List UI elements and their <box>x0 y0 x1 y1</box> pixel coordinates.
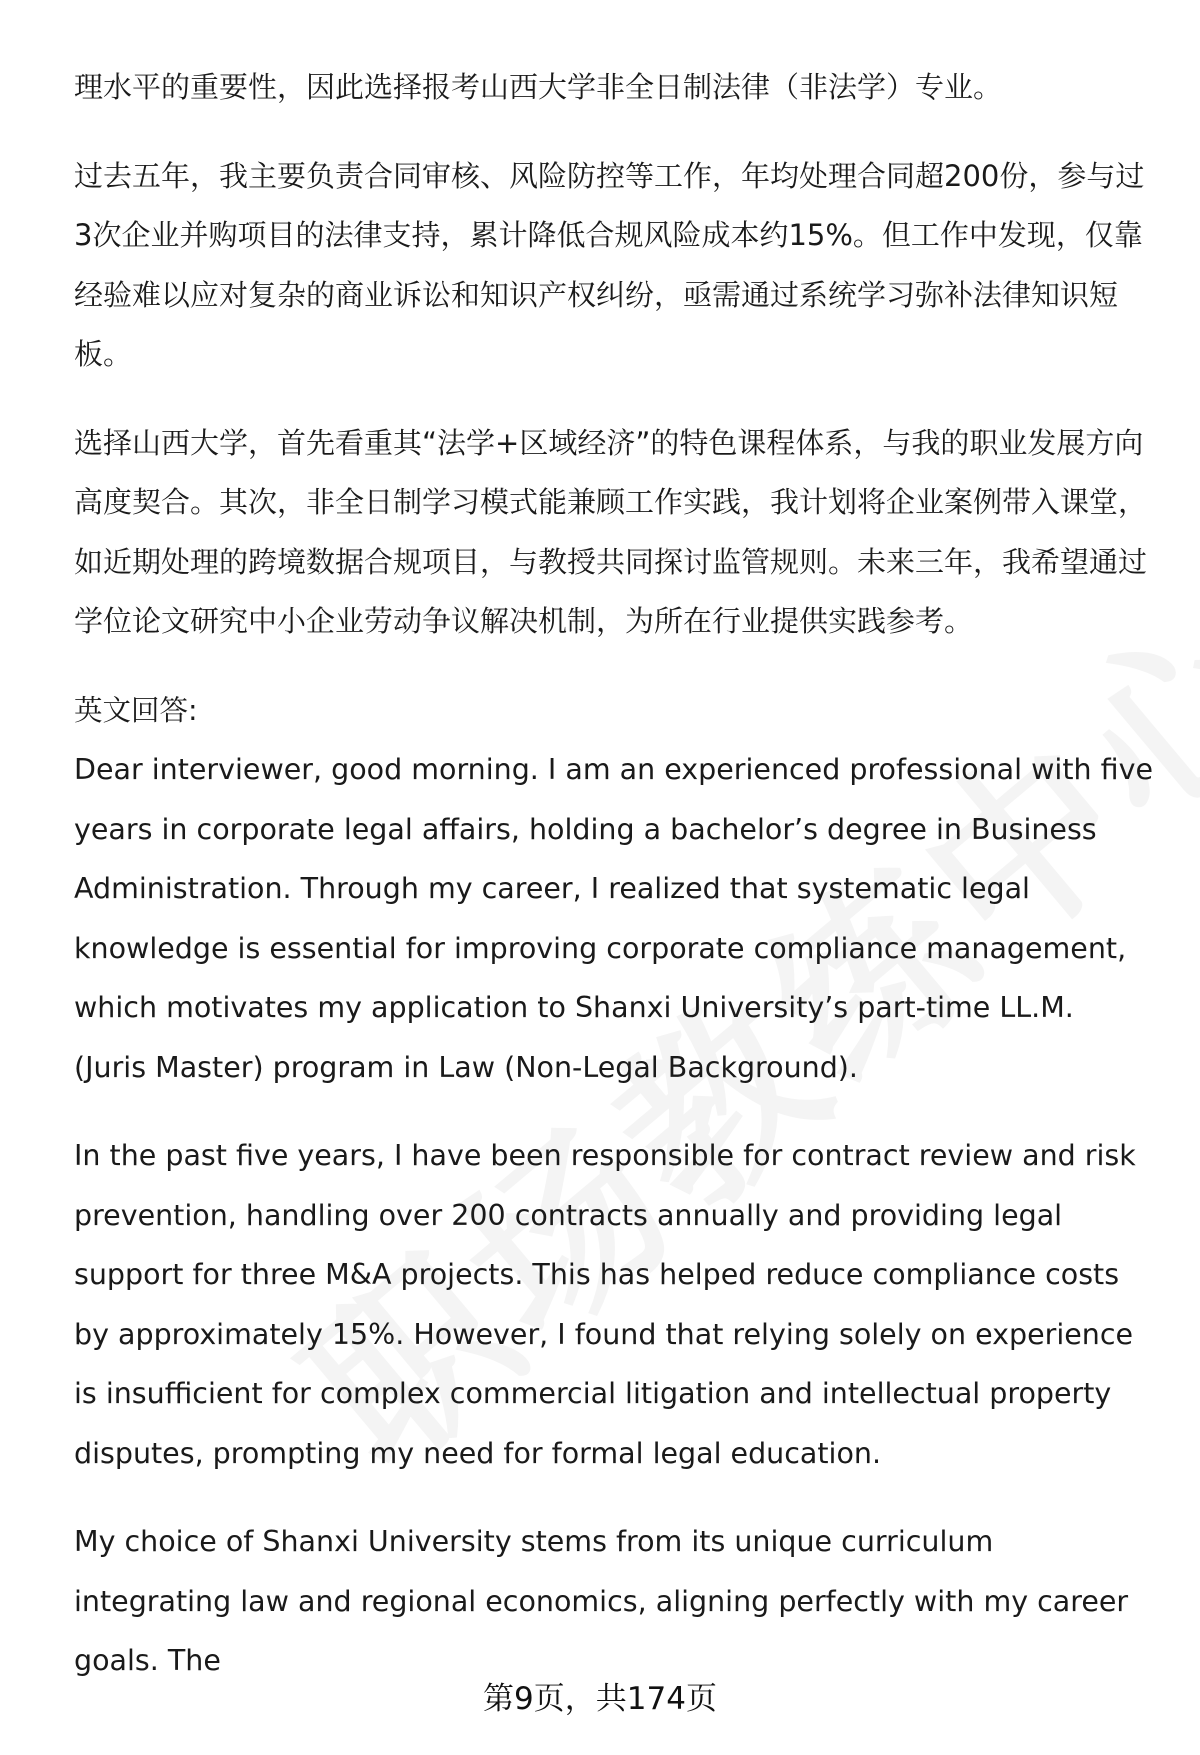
english-paragraph-1: Dear interviewer, good morning. I am an experienced professional with five years in corporate legal affairs, holding a bachelor’s degree in Business Administration. Through my career, I realized that systematic legal knowledge is essential for improving corporate compliance management, which motivates my application to Shanxi University’s part-time LL.M. (Juris Master) program in Law (Non-Legal Background). <box>74 753 1153 1084</box>
english-answer-section <box>74 681 1154 1691</box>
english-paragraph-2: In the past five years, I have been responsible for contract review and risk prevention, handling over 200 contracts annually and providing legal support for three M&A projects. This has helped reduce compliance costs by approximately 15%. However, I found that relying solely on experience is insufficient for complex commercial litigation and intellectual property disputes, prompting my need for formal legal education. <box>74 1139 1136 1470</box>
english-paragraph-3: My choice of Shanxi University stems from its unique curriculum integrating law and regional economics, aligning perfectly with my career goals. The <box>74 1525 1129 1677</box>
document-body <box>74 58 1154 1691</box>
chinese-paragraph-3: 选择山西大学，首先看重其“法学+区域经济”的特色课程体系，与我的职业发展方向高度契合。其次，非全日制学习模式能兼顾工作实践，我计划将企业案例带入课堂，如近期处理的跨境数据合规项目，与教授共同探讨监管规则。未来三年，我希望通过学位论文研究中小企业劳动争议解决机制，为所在行业提供实践参考。 <box>74 425 1148 638</box>
chinese-answer-section <box>74 58 1154 652</box>
english-answer-heading: 英文回答: <box>74 693 198 727</box>
chinese-paragraph-1: 理水平的重要性，因此选择报考山西大学非全日制法律（非法学）专业。 <box>74 70 1003 104</box>
page-number: 第9页，共174页 <box>483 1681 717 1717</box>
chinese-paragraph-2: 过去五年，我主要负责合同审核、风险防控等工作，年均处理合同超200份，参与过3次企业并购项目的法律支持，累计降低合规风险成本约15%。但工作中发现，仅靠经验难以应对复杂的商业诉讼和知识产权纠纷，亟需通过系统学习弥补法律知识短板。 <box>74 158 1145 371</box>
